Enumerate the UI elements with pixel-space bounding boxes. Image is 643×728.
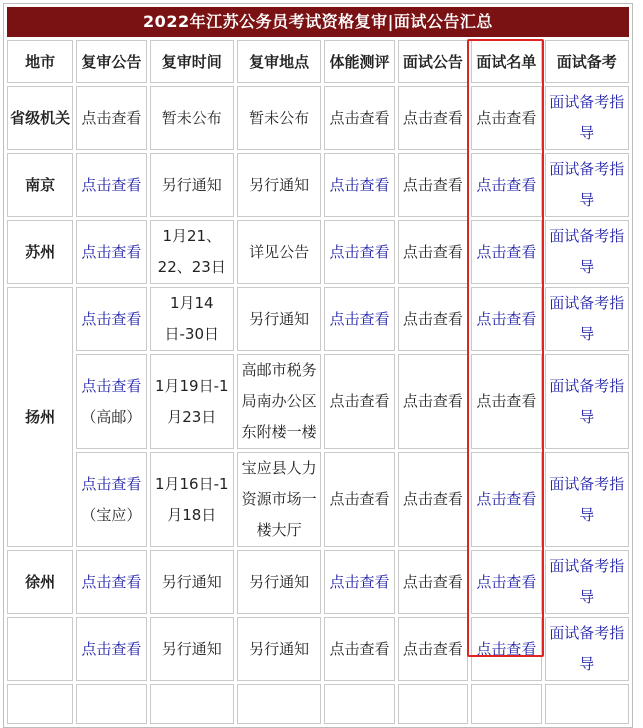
review-place-cell: 详见公告 <box>237 220 321 284</box>
fitness-test-cell: 点击查看 <box>324 617 394 681</box>
interview-list-cell: 点击查看 <box>471 86 541 150</box>
interview-prep-link[interactable]: 面试备考指导 <box>545 354 629 449</box>
review-time-cell: 另行通知 <box>150 617 234 681</box>
region-cell: 省级机关 <box>7 86 73 150</box>
table-row <box>7 617 629 681</box>
table-row <box>7 220 629 284</box>
review-place-cell: 高邮市税务局南办公区东附楼一楼 <box>237 354 321 449</box>
review-place-cell: 另行通知 <box>237 153 321 217</box>
review-notice-cell: 点击查看 <box>76 86 146 150</box>
review-notice-subtitle: （高邮） <box>81 407 142 426</box>
review-time-cell: 1月19日-1月23日 <box>150 354 234 449</box>
header-review-time: 复审时间 <box>150 40 234 83</box>
table-row <box>7 684 629 724</box>
interview-notice-cell: 点击查看 <box>398 153 468 217</box>
announcement-table <box>3 3 633 728</box>
fitness-test-link[interactable]: 点击查看 <box>324 287 394 351</box>
interview-notice-cell: 点击查看 <box>398 550 468 614</box>
review-time-cell: 1月14日-30日 <box>150 287 234 351</box>
table-cell <box>7 684 73 724</box>
interview-notice-cell: 点击查看 <box>398 617 468 681</box>
review-place-cell: 宝应县人力资源市场一楼大厅 <box>237 452 321 547</box>
table-cell <box>324 684 394 724</box>
review-time-cell: 1月16日-1月18日 <box>150 452 234 547</box>
review-notice-link[interactable]: 点击查看 <box>76 287 146 351</box>
interview-list-link[interactable]: 点击查看 <box>471 153 541 217</box>
interview-prep-link[interactable]: 面试备考指导 <box>545 617 629 681</box>
review-notice-link[interactable]: 点击查看 <box>76 220 146 284</box>
interview-notice-cell: 点击查看 <box>398 86 468 150</box>
fitness-test-link[interactable]: 点击查看 <box>324 550 394 614</box>
header-fitness-test: 体能测评 <box>324 40 394 83</box>
announcement-table-wrapper <box>3 3 633 728</box>
interview-notice-cell: 点击查看 <box>398 287 468 351</box>
interview-prep-link[interactable]: 面试备考指导 <box>545 550 629 614</box>
review-notice-cell <box>76 354 146 449</box>
review-place-cell: 另行通知 <box>237 287 321 351</box>
interview-list-link[interactable]: 点击查看 <box>471 452 541 547</box>
review-place-cell: 另行通知 <box>237 550 321 614</box>
region-cell: 徐州 <box>7 550 73 614</box>
table-row <box>7 452 629 547</box>
interview-notice-cell: 点击查看 <box>398 452 468 547</box>
interview-prep-link[interactable]: 面试备考指导 <box>545 153 629 217</box>
fitness-test-cell: 点击查看 <box>324 86 394 150</box>
header-review-notice: 复审公告 <box>76 40 146 83</box>
review-place-cell: 另行通知 <box>237 617 321 681</box>
table-row <box>7 153 629 217</box>
header-interview-list: 面试名单 <box>471 40 541 83</box>
review-time-cell: 暂未公布 <box>150 86 234 150</box>
table-row <box>7 550 629 614</box>
header-city: 地市 <box>7 40 73 83</box>
review-time-cell: 另行通知 <box>150 550 234 614</box>
fitness-test-cell: 点击查看 <box>324 452 394 547</box>
interview-prep-link[interactable]: 面试备考指导 <box>545 86 629 150</box>
table-cell <box>471 684 541 724</box>
review-place-cell: 暂未公布 <box>237 86 321 150</box>
fitness-test-link[interactable]: 点击查看 <box>324 220 394 284</box>
table-row <box>7 354 629 449</box>
review-notice-link[interactable]: 点击查看 <box>76 153 146 217</box>
region-cell: 扬州 <box>7 287 73 547</box>
interview-notice-cell: 点击查看 <box>398 220 468 284</box>
review-time-cell: 1月21、22、23日 <box>150 220 234 284</box>
review-notice-link[interactable]: 点击查看 <box>81 376 142 395</box>
review-time-cell: 另行通知 <box>150 153 234 217</box>
fitness-test-link[interactable]: 点击查看 <box>324 153 394 217</box>
interview-prep-link[interactable]: 面试备考指导 <box>545 220 629 284</box>
region-cell <box>7 617 73 681</box>
region-cell: 苏州 <box>7 220 73 284</box>
fitness-test-cell: 点击查看 <box>324 354 394 449</box>
table-cell <box>76 684 146 724</box>
interview-prep-link[interactable]: 面试备考指导 <box>545 287 629 351</box>
interview-list-link[interactable]: 点击查看 <box>471 617 541 681</box>
interview-list-cell: 点击查看 <box>471 354 541 449</box>
table-cell <box>237 684 321 724</box>
interview-list-link[interactable]: 点击查看 <box>471 550 541 614</box>
table-cell <box>545 684 629 724</box>
table-row <box>7 287 629 351</box>
table-title: 2022年江苏公务员考试资格复审|面试公告汇总 <box>7 7 629 37</box>
interview-notice-cell: 点击查看 <box>398 354 468 449</box>
review-notice-link[interactable]: 点击查看 <box>81 474 142 493</box>
region-cell: 南京 <box>7 153 73 217</box>
review-notice-link[interactable]: 点击查看 <box>76 550 146 614</box>
header-review-place: 复审地点 <box>237 40 321 83</box>
table-cell <box>150 684 234 724</box>
review-notice-subtitle: （宝应） <box>81 505 142 524</box>
header-interview-notice: 面试公告 <box>398 40 468 83</box>
header-interview-prep: 面试备考 <box>545 40 629 83</box>
table-cell <box>398 684 468 724</box>
interview-list-link[interactable]: 点击查看 <box>471 220 541 284</box>
interview-list-link[interactable]: 点击查看 <box>471 287 541 351</box>
review-notice-cell <box>76 452 146 547</box>
header-row <box>7 40 629 83</box>
review-notice-link[interactable]: 点击查看 <box>76 617 146 681</box>
table-row <box>7 86 629 150</box>
interview-prep-link[interactable]: 面试备考指导 <box>545 452 629 547</box>
